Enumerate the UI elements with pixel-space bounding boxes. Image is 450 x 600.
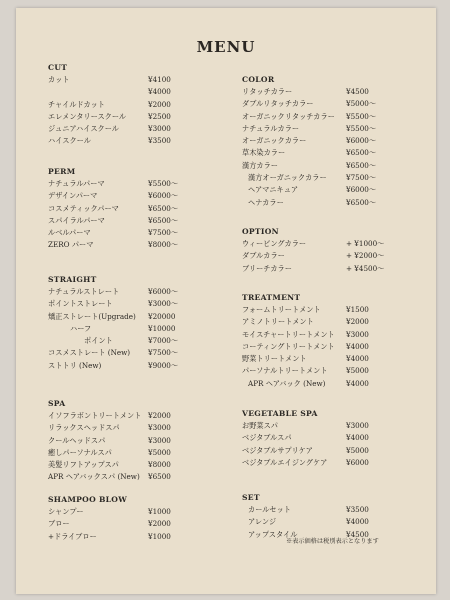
menu-item: [242, 238, 422, 250]
menu-item: [48, 506, 218, 518]
menu-item-name: フォームトリートメント: [242, 305, 321, 314]
menu-item-name: アレンジ: [248, 517, 277, 527]
menu-item-price: ¥6500〜: [148, 215, 179, 225]
menu-item: [48, 335, 218, 347]
menu-item: [242, 316, 422, 328]
menu-item-name: ブリーチカラー: [242, 263, 292, 273]
menu-item: [242, 420, 422, 432]
menu-item: [48, 298, 218, 310]
menu-item-name: ポイント: [84, 336, 113, 346]
menu-item-name: 漢方オーガニックカラー: [248, 173, 327, 183]
menu-item: [48, 86, 218, 98]
menu-item: [48, 459, 218, 471]
menu-item-price: ¥6000: [346, 457, 369, 467]
section-heading: STRAIGHT: [48, 275, 97, 284]
menu-item-price: ¥5000〜: [346, 99, 377, 109]
menu-item-price: ¥7500〜: [148, 228, 179, 238]
menu-item-name: コスメストレート (New): [48, 348, 131, 358]
section-heading: CUT: [48, 63, 68, 72]
section-heading: TREATMENT: [242, 293, 301, 302]
menu-item-price: ¥5500〜: [148, 179, 179, 188]
menu-item-name: APR ヘアバックスパ (New): [48, 472, 140, 482]
menu-item-price: ¥4100: [148, 75, 171, 84]
menu-item-name: ダブルカラー: [242, 251, 285, 261]
section-heading: SHAMPOO BLOW: [48, 495, 128, 504]
menu-item-price: + ¥4500〜: [346, 263, 385, 273]
menu-item-name: エレメンタリースクール: [48, 111, 127, 121]
menu-item: [242, 172, 422, 184]
menu-item-price: ¥2000: [346, 317, 369, 327]
menu-item-price: ¥5500〜: [346, 111, 377, 121]
menu-item: [48, 518, 218, 530]
menu-item: [242, 86, 422, 98]
section-vegetable-spa: [242, 408, 422, 469]
menu-item: [48, 111, 218, 123]
menu-item: [48, 347, 218, 359]
menu-item-name: お野菜スパ: [242, 421, 278, 430]
menu-item: [242, 304, 422, 316]
menu-item-price: ¥7000〜: [148, 336, 179, 346]
menu-item-name: イソフラボントリートメント: [48, 411, 142, 420]
menu-item-name: アミノトリートメント: [242, 317, 314, 327]
menu-item: [48, 531, 218, 543]
menu-item-price: ¥6500〜: [346, 148, 377, 158]
section-option: [242, 226, 422, 275]
menu-item-price: ¥3000: [346, 329, 369, 339]
section-heading: SPA: [48, 399, 66, 408]
menu-item-price: ¥7500〜: [148, 348, 179, 358]
menu-item-price: ¥3000〜: [148, 299, 179, 309]
menu-item-price: ¥3500: [148, 136, 171, 146]
menu-item-price: ¥4000: [346, 354, 369, 364]
menu-item: [242, 341, 422, 353]
menu-item-price: ¥7500〜: [346, 173, 377, 183]
menu-item: [242, 516, 422, 528]
menu-item: [48, 190, 218, 202]
menu-item: [242, 353, 422, 365]
menu-item: [48, 410, 218, 422]
menu-item-price: ¥3500: [346, 505, 369, 514]
section-heading: OPTION: [242, 227, 279, 236]
menu-item-name: コスメティックパーマ: [48, 203, 119, 213]
menu-item-name: シャンプー: [48, 507, 84, 516]
section-perm: [48, 166, 218, 252]
menu-item-name: ベジタブルスパ: [242, 433, 292, 443]
menu-item-name: カット: [48, 75, 70, 84]
menu-item-price: ¥5500〜: [346, 123, 377, 133]
menu-item-name: ジュニアハイスクール: [48, 124, 119, 134]
menu-item-price: ¥5000: [148, 447, 171, 457]
menu-item-name: パーソナルトリートメント: [242, 366, 328, 376]
menu-item-price: ¥9000〜: [148, 360, 179, 370]
section-color: [242, 74, 422, 209]
menu-item: [48, 360, 218, 372]
menu-item-name: APR ヘアバック (New): [248, 378, 326, 388]
menu-item: [242, 329, 422, 341]
menu-item-name: スパイラルパーマ: [48, 215, 105, 225]
menu-item-price: ¥4500: [346, 529, 369, 539]
menu-item-price: ¥4000: [148, 87, 171, 97]
menu-item-name: 草木染カラー: [242, 148, 286, 158]
menu-item-name: リタッチカラー: [242, 87, 293, 96]
menu-item-name: 癒しパーソナルスパ: [48, 447, 112, 457]
menu-item: [48, 227, 218, 239]
menu-item: [48, 215, 218, 227]
menu-item: [48, 178, 218, 190]
menu-item-price: ¥6500〜: [346, 197, 377, 207]
section-heading: VEGETABLE SPA: [242, 409, 318, 418]
menu-item: [242, 111, 422, 123]
menu-item-name: ハーフ: [70, 323, 92, 333]
menu-item-name: クールヘッドスパ: [48, 435, 106, 445]
menu-item-price: ¥20000: [148, 311, 176, 321]
menu-item-price: ¥8000〜: [148, 240, 179, 250]
menu-item-name: デザインパーマ: [48, 191, 98, 201]
menu-item: [242, 263, 422, 275]
menu-item: [48, 311, 218, 323]
menu-item-name: 矯正ストレート(Upgrade): [48, 311, 136, 321]
menu-item-price: ¥4000: [346, 517, 369, 527]
menu-item-name: ヘナカラー: [248, 197, 284, 207]
menu-item: [242, 197, 422, 209]
menu-item-name: ハイスクール: [48, 136, 91, 146]
menu-item-price: ¥1500: [346, 305, 369, 314]
menu-item-name: +ドライブロー: [48, 531, 97, 541]
menu-item: [242, 160, 422, 172]
section-heading: PERM: [48, 167, 76, 176]
menu-item-name: ウィービングカラー: [242, 239, 307, 248]
section-treatment: [242, 292, 422, 390]
menu-item: [48, 286, 218, 298]
menu-item-name: ナチュラルカラー: [242, 123, 300, 133]
menu-item-name: ベジタブルサプリケア: [242, 445, 313, 455]
menu-item-price: ¥2500: [148, 111, 171, 121]
menu-item-price: ¥4000: [346, 433, 369, 443]
menu-item: [48, 471, 218, 483]
menu-item: [48, 435, 218, 447]
menu-item: [242, 457, 422, 469]
menu-item-price: ¥2000: [148, 519, 171, 529]
menu-item: [48, 447, 218, 459]
menu-item-name: ナチュラルパーマ: [48, 179, 105, 188]
menu-item-price: ¥8000: [148, 460, 171, 470]
menu-item: [242, 135, 422, 147]
tax-note: ※表示価格は税別表示となります: [286, 538, 379, 545]
section-cut: [48, 62, 218, 148]
menu-item: [48, 135, 218, 147]
section-spa: [48, 398, 218, 484]
menu-item-price: ¥4000: [346, 378, 369, 388]
menu-item-name: コーティングトリートメント: [242, 341, 335, 351]
menu-item: [242, 432, 422, 444]
menu-item-price: ¥5000: [346, 445, 369, 455]
menu-item-price: ¥4000: [346, 341, 369, 351]
menu-item-price: ¥3000: [148, 423, 171, 433]
menu-item: [242, 445, 422, 457]
menu-item-price: ¥2000: [148, 99, 171, 109]
menu-item: [242, 123, 422, 135]
menu-item-price: ¥6000〜: [346, 185, 377, 195]
menu-item-name: ZERO パーマ: [48, 240, 94, 250]
menu-item-name: リラックスヘッドスパ: [48, 423, 120, 433]
menu-item-price: ¥6500〜: [346, 160, 377, 170]
menu-item-price: + ¥2000〜: [346, 251, 385, 261]
section-heading: SET: [242, 493, 260, 502]
menu-item-name: オーガニックリタッチカラー: [242, 111, 335, 121]
menu-item-name: チャイルドカット: [48, 99, 105, 109]
menu-item-name: 野菜トリートメント: [242, 354, 307, 364]
menu-item-name: ダブルリタッチカラー: [242, 99, 314, 109]
menu-item-price: ¥3000: [148, 124, 171, 134]
menu-item: [242, 250, 422, 262]
menu-item: [242, 184, 422, 196]
menu-item: [242, 147, 422, 159]
menu-item-name: オーガニックカラー: [242, 136, 307, 146]
section-straight: [48, 274, 218, 372]
menu-item-price: ¥6000〜: [148, 287, 179, 296]
menu-item-price: ¥1000: [148, 531, 171, 541]
menu-item-price: ¥6000〜: [148, 191, 179, 201]
menu-item-name: 美髪リフトアップスパ: [48, 460, 119, 470]
menu-item-price: + ¥1000〜: [346, 239, 385, 248]
menu-item-name: カールセット: [248, 505, 291, 514]
menu-item: [48, 74, 218, 86]
menu-item-name: ルベルパーマ: [48, 228, 91, 238]
menu-item-name: ベジタブルエイジングケア: [242, 457, 328, 467]
menu-item-name: 漢方カラー: [242, 160, 278, 170]
menu-item-name: ヘアマニキュア: [248, 185, 299, 195]
menu-item-price: ¥10000: [148, 323, 176, 333]
menu-item-name: ナチュラルストレート: [48, 287, 120, 296]
menu-item: [48, 203, 218, 215]
menu-item: [242, 504, 422, 516]
menu-item-price: ¥6500〜: [148, 203, 179, 213]
menu-item-price: ¥4500: [346, 87, 369, 96]
section-heading: COLOR: [242, 75, 275, 84]
menu-item: [242, 98, 422, 110]
menu-item-price: ¥3000: [148, 435, 171, 445]
menu-item: [48, 99, 218, 111]
menu-item: [48, 239, 218, 251]
menu-item-name: ブロー: [48, 519, 70, 529]
section-set: [242, 492, 422, 541]
menu-item: [48, 123, 218, 135]
menu-sheet: [16, 8, 436, 594]
menu-item-price: ¥6000〜: [346, 136, 377, 146]
menu-item-price: ¥5000: [346, 366, 369, 376]
menu-item-name: ポイントストレート: [48, 299, 113, 309]
menu-item: [242, 365, 422, 377]
menu-item: [242, 378, 422, 390]
section-shampoo-blow: [48, 494, 218, 543]
page-title: MENU: [196, 38, 256, 56]
menu-item-name: ストトリ (New): [48, 360, 102, 370]
menu-item: [48, 422, 218, 434]
menu-item-price: ¥1000: [148, 507, 171, 516]
menu-item-price: ¥6500: [148, 472, 171, 482]
menu-item-name: モイスチャートリートメント: [242, 329, 335, 339]
menu-item-name: アップスタイル: [248, 529, 298, 539]
menu-item-price: ¥3000: [346, 421, 369, 430]
menu-item-price: ¥2000: [148, 411, 171, 420]
menu-item: [48, 323, 218, 335]
